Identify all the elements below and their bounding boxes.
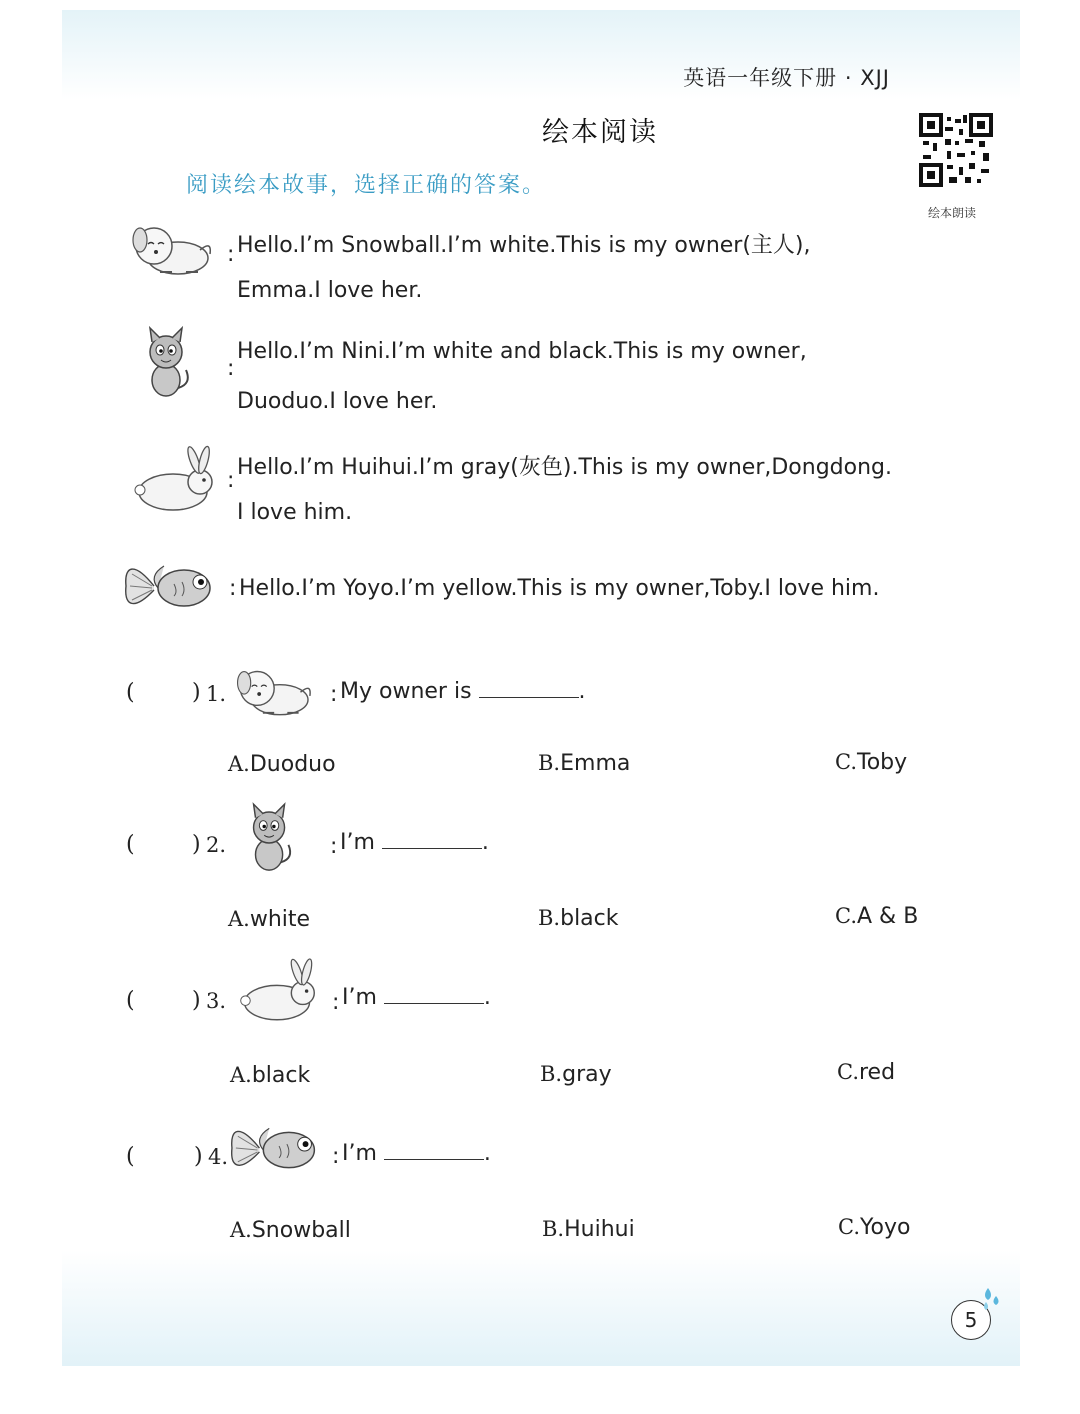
answer-paren-open: ( — [126, 988, 135, 1013]
answer-slot-1[interactable] — [142, 678, 190, 708]
rabbit-icon — [234, 962, 320, 1024]
question-4-option-a[interactable]: A.Snowball — [230, 1218, 351, 1243]
water-drop-icon — [980, 1286, 1004, 1316]
answer-paren-close: ) — [192, 988, 201, 1013]
question-3-option-a[interactable]: A.black — [230, 1063, 311, 1088]
question-1-prompt: My owner is . — [340, 679, 586, 704]
rabbit-icon — [128, 450, 218, 514]
question-colon: : — [332, 1144, 340, 1169]
story-3-line-1: Hello.I’m Huihui.I’m gray(灰色).This is my owner,Dongdong. — [237, 455, 893, 480]
story-colon: : — [227, 242, 235, 267]
question-4-option-b[interactable]: B.Huihui — [542, 1217, 635, 1242]
qr-caption: 绘本朗读 — [928, 206, 977, 220]
story-1-line-2: Emma.I love her. — [237, 278, 423, 303]
dog-icon — [234, 664, 320, 726]
question-1-option-c[interactable]: C.Toby — [835, 750, 908, 775]
question-colon: : — [332, 990, 340, 1015]
question-1-option-a[interactable]: A.Duoduo — [228, 752, 336, 777]
question-2-number: 2. — [206, 833, 227, 857]
question-4-option-c[interactable]: C.Yoyo — [838, 1215, 911, 1240]
answer-blank[interactable] — [479, 679, 579, 698]
story-colon: : — [229, 576, 237, 601]
qr-code-icon[interactable] — [919, 113, 993, 187]
instruction: 阅读绘本故事，选择正确的答案。 — [186, 173, 547, 198]
question-1-option-b[interactable]: B.Emma — [538, 751, 631, 776]
answer-paren-close: ) — [194, 1144, 203, 1169]
story-colon: : — [227, 468, 235, 493]
worksheet-page — [62, 10, 1020, 1366]
answer-slot-4[interactable] — [142, 1142, 190, 1172]
answer-blank[interactable] — [384, 1141, 484, 1160]
story-2-line-2: Duoduo.I love her. — [237, 389, 438, 414]
question-4-number: 4. — [208, 1145, 229, 1169]
question-2-option-b[interactable]: B.black — [538, 906, 619, 931]
question-4-prompt: I’m . — [342, 1141, 491, 1166]
answer-slot-2[interactable] — [142, 830, 190, 860]
question-colon: : — [330, 682, 338, 707]
page-number: 5 — [951, 1300, 991, 1340]
answer-paren-close: ) — [192, 832, 201, 857]
book-title: 英语一年级下册 · XJJ — [683, 66, 890, 90]
question-3-option-c[interactable]: C.red — [837, 1060, 896, 1085]
question-1-number: 1. — [206, 682, 227, 706]
question-3-prompt: I’m . — [342, 985, 491, 1010]
question-colon: : — [330, 834, 338, 859]
answer-paren-open: ( — [126, 1144, 135, 1169]
story-4-line-1: Hello.I’m Yoyo.I’m yellow.This is my owner,Toby.I love him. — [239, 576, 880, 601]
question-2-prompt: I’m . — [340, 830, 489, 855]
question-2-option-a[interactable]: A.white — [228, 907, 311, 932]
cat-icon — [136, 328, 200, 406]
cat-icon — [240, 804, 302, 880]
story-2-line-1: Hello.I’m Nini.I’m white and black.This is my owner, — [237, 339, 807, 364]
answer-blank[interactable] — [382, 830, 482, 849]
question-2-option-c[interactable]: C.A & B — [835, 904, 919, 929]
page-title: 绘本阅读 — [542, 117, 658, 148]
question-3-option-b[interactable]: B.gray — [540, 1062, 612, 1087]
answer-paren-close: ) — [192, 680, 201, 705]
fish-icon — [124, 556, 230, 620]
dog-icon — [130, 220, 220, 286]
answer-paren-open: ( — [126, 680, 135, 705]
story-3-line-2: I love him. — [237, 500, 353, 525]
answer-paren-open: ( — [126, 832, 135, 857]
story-1-line-1: Hello.I’m Snowball.I’m white.This is my owner(主人), — [237, 233, 811, 258]
answer-slot-3[interactable] — [142, 986, 190, 1016]
fish-icon — [230, 1118, 334, 1182]
story-colon: : — [227, 356, 235, 381]
question-3-number: 3. — [206, 989, 227, 1013]
answer-blank[interactable] — [384, 985, 484, 1004]
